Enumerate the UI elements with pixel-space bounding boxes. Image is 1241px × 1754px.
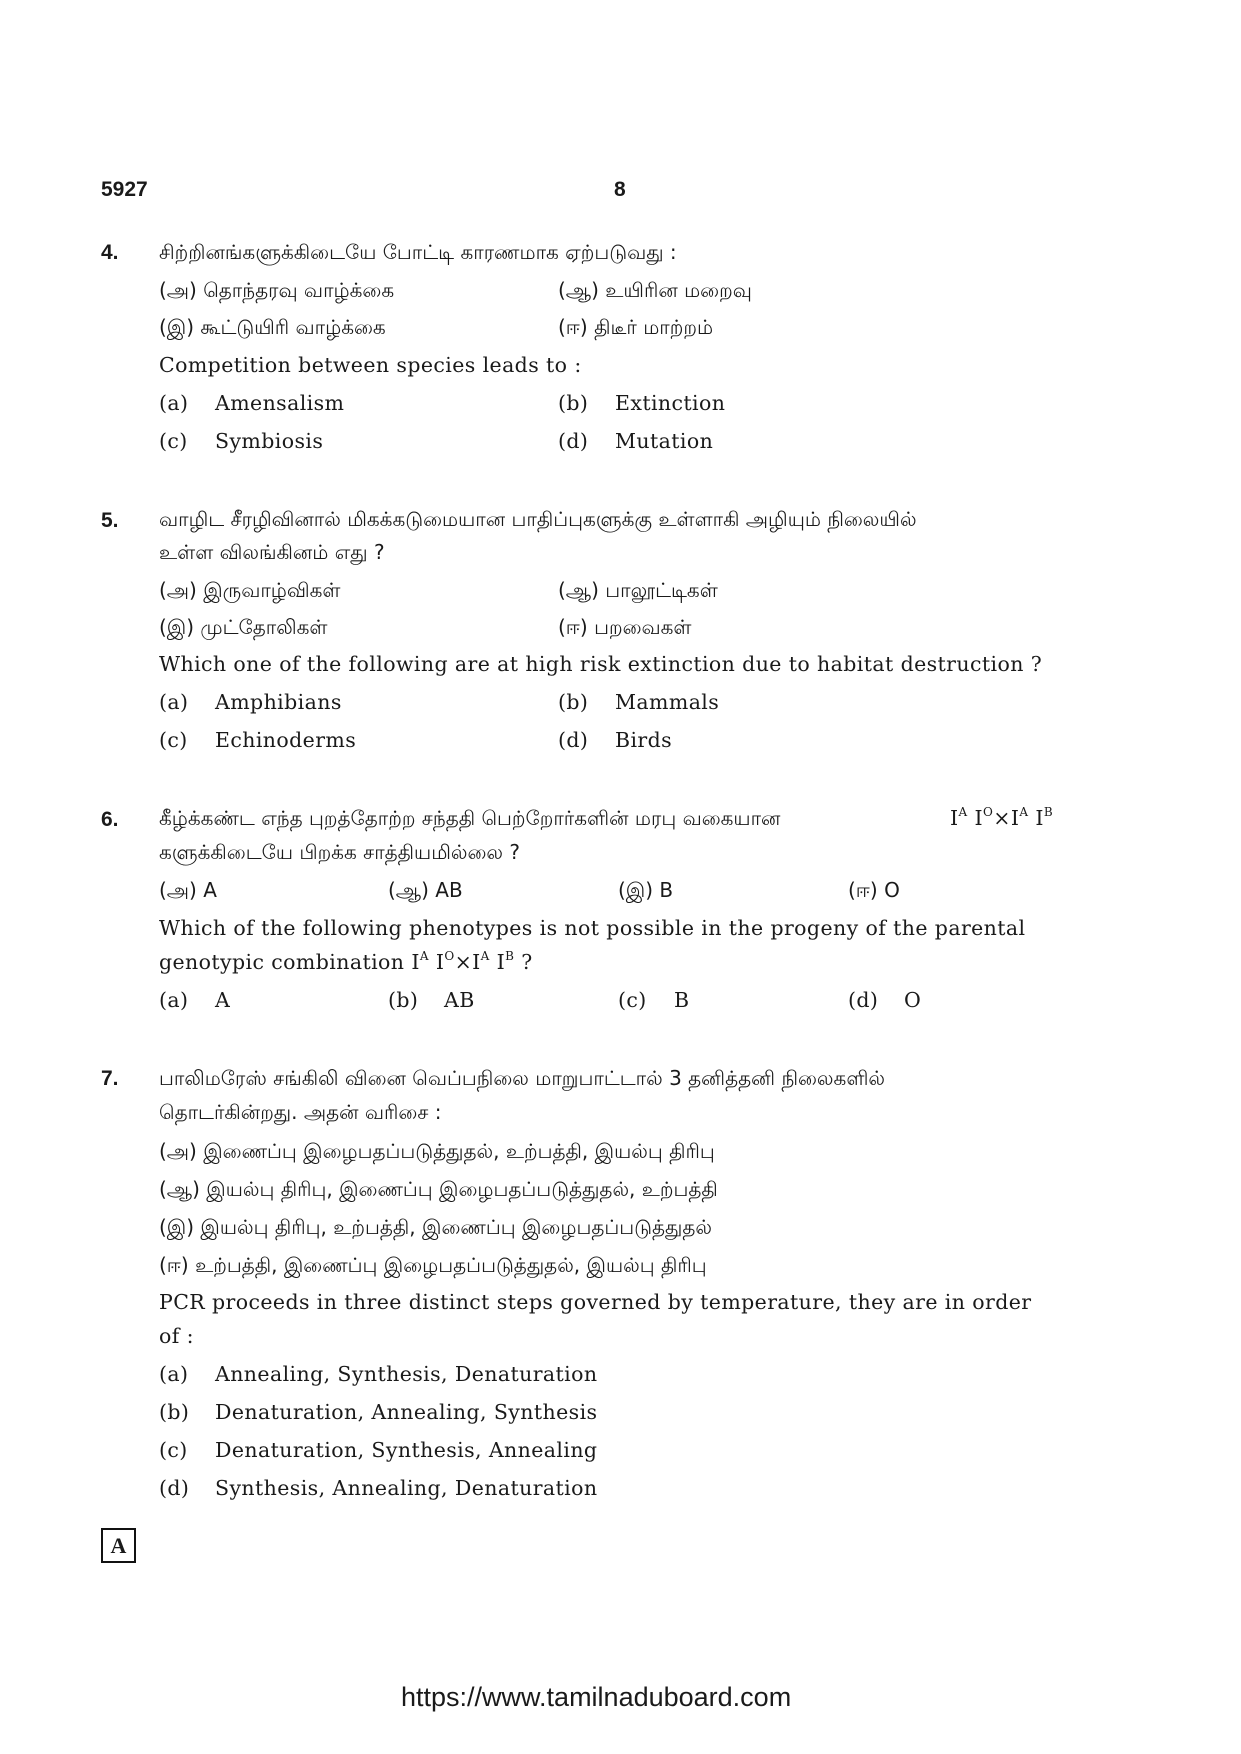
option-label: (a) bbox=[159, 690, 189, 714]
option-text: Echinoderms bbox=[215, 728, 357, 752]
option-text: AB bbox=[444, 988, 475, 1012]
option-label: (b) bbox=[558, 690, 589, 714]
option-text: A bbox=[215, 988, 231, 1012]
genotype-cross: $I^A$ $I^O\times I^A$ $I^B$ bbox=[950, 805, 1054, 830]
option-text: Annealing, Synthesis, Denaturation bbox=[215, 1362, 598, 1386]
option-label: (a) bbox=[159, 1362, 189, 1386]
question-english-line2: genotypic combination $I^A$ $I^O\times I^A$ $I^B$ ? bbox=[159, 949, 533, 974]
question-tamil-line1: பாலிமரேஸ் சங்கிலி வினை வெப்பநிலை மாறுபாட்டால் 3 தனித்தனி நிலைகளில் bbox=[159, 1066, 886, 1090]
option-tamil: (ஆ) AB bbox=[388, 878, 463, 902]
question-english-line2: of : bbox=[159, 1324, 194, 1348]
option-tamil: (ஆ) பாலூட்டிகள் bbox=[558, 578, 718, 602]
question-english-line1: Which of the following phenotypes is not possible in the progeny of the parental bbox=[159, 916, 1026, 940]
option-text: Amphibians bbox=[215, 690, 342, 714]
option-text: Denaturation, Annealing, Synthesis bbox=[215, 1400, 598, 1424]
question-tamil-line2: உள்ள விலங்கினம் எது ? bbox=[159, 540, 385, 564]
question-number: 6. bbox=[101, 808, 119, 831]
option-text: Synthesis, Annealing, Denaturation bbox=[215, 1476, 598, 1500]
booklet-code-box: A bbox=[101, 1528, 136, 1563]
option-tamil: (ஆ) உயிரின மறைவு bbox=[558, 278, 752, 302]
option-tamil: (ஈ) பறவைகள் bbox=[558, 615, 692, 639]
option-text: Symbiosis bbox=[215, 429, 324, 453]
option-label: (d) bbox=[558, 728, 589, 752]
option-text: Mammals bbox=[615, 690, 720, 714]
option-text: Extinction bbox=[615, 391, 726, 415]
option-label: (d) bbox=[159, 1476, 190, 1500]
option-tamil: (அ) இருவாழ்விகள் bbox=[159, 578, 341, 602]
question-tamil-line2: தொடர்கின்றது. அதன் வரிசை : bbox=[159, 1100, 442, 1124]
question-number: 4. bbox=[101, 241, 119, 264]
footer-url[interactable]: https://www.tamilnaduboard.com bbox=[401, 1682, 792, 1712]
question-english-line1: PCR proceeds in three distinct steps governed by temperature, they are in order bbox=[159, 1290, 1032, 1314]
question-number: 5. bbox=[101, 509, 119, 532]
question-tamil-line1: வாழிட சீரழிவினால் மிகக்கடுமையான பாதிப்புகளுக்கு உள்ளாகி அழியும் நிலையில் bbox=[159, 507, 917, 531]
option-text: Amensalism bbox=[215, 391, 345, 415]
option-tamil: (இ) கூட்டுயிரி வாழ்க்கை bbox=[159, 315, 386, 339]
option-label: (a) bbox=[159, 988, 189, 1012]
option-label: (d) bbox=[848, 988, 879, 1012]
option-tamil: (இ) இயல்பு திரிபு, உற்பத்தி, இணைப்பு இழைபதப்படுத்துதல் bbox=[159, 1215, 712, 1239]
option-tamil: (இ) B bbox=[618, 878, 674, 902]
option-label: (d) bbox=[558, 429, 589, 453]
option-text: Mutation bbox=[615, 429, 714, 453]
question-number: 7. bbox=[101, 1067, 119, 1090]
option-tamil: (இ) முட்தோலிகள் bbox=[159, 615, 328, 639]
option-text: B bbox=[674, 988, 690, 1012]
paper-code: 5927 bbox=[101, 178, 148, 201]
option-label: (c) bbox=[159, 429, 188, 453]
option-tamil: (ஈ) உற்பத்தி, இணைப்பு இழைபதப்படுத்துதல், இயல்பு திரிபு bbox=[159, 1253, 707, 1277]
option-tamil: (ஈ) திடீர் மாற்றம் bbox=[558, 315, 714, 339]
option-text: Birds bbox=[615, 728, 673, 752]
question-tamil: சிற்றினங்களுக்கிடையே போட்டி காரணமாக ஏற்படுவது : bbox=[159, 240, 677, 264]
option-tamil: (அ) A bbox=[159, 878, 217, 902]
question-tamil-line2: களுக்கிடையே பிறக்க சாத்தியமில்லை ? bbox=[159, 840, 520, 864]
option-text: O bbox=[904, 988, 922, 1012]
option-label: (c) bbox=[159, 1438, 188, 1462]
option-label: (b) bbox=[558, 391, 589, 415]
option-label: (a) bbox=[159, 391, 189, 415]
option-label: (c) bbox=[159, 728, 188, 752]
option-label: (b) bbox=[159, 1400, 190, 1424]
option-text: Denaturation, Synthesis, Annealing bbox=[215, 1438, 598, 1462]
page-number: 8 bbox=[614, 178, 626, 201]
question-english: Which one of the following are at high risk extinction due to habitat destruction ? bbox=[159, 652, 1043, 676]
option-label: (b) bbox=[388, 988, 419, 1012]
option-tamil: (ஆ) இயல்பு திரிபு, இணைப்பு இழைபதப்படுத்துதல், உற்பத்தி bbox=[159, 1177, 718, 1201]
option-tamil: (அ) தொந்தரவு வாழ்க்கை bbox=[159, 278, 395, 302]
option-label: (c) bbox=[618, 988, 647, 1012]
option-tamil: (ஈ) O bbox=[848, 878, 900, 902]
question-english: Competition between species leads to : bbox=[159, 353, 582, 377]
question-tamil-line1: கீழ்க்கண்ட எந்த புறத்தோற்ற சந்ததி பெற்றோர்களின் மரபு வகையான bbox=[159, 806, 781, 830]
option-tamil: (அ) இணைப்பு இழைபதப்படுத்துதல், உற்பத்தி, இயல்பு திரிபு bbox=[159, 1139, 715, 1163]
